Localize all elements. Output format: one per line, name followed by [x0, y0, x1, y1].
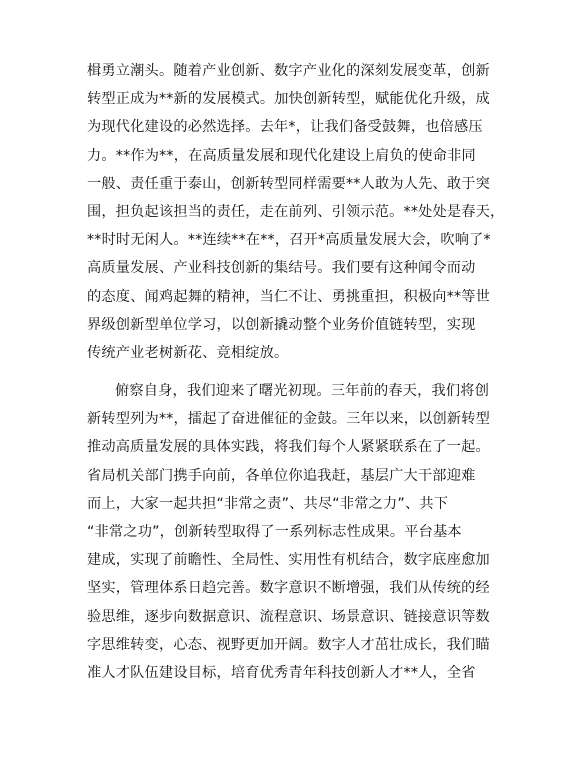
body-text: [87, 57, 507, 687]
paragraph-1: [87, 57, 507, 367]
text-line: **时时无闲人。**连续**在**，召开*高质量发展大会，吹响了*: [87, 232, 491, 249]
text-line: 一般、责任重于泰山，创新转型同样需要**人敢为人先、敢于突: [87, 175, 491, 192]
text-line: 字思维转变，心态、视野更加开阔。数字人才茁壮成长，我们瞄: [87, 636, 490, 653]
text-line: 楫勇立潮头。随着产业创新、数字产业化的深刻发展变革，创新: [87, 63, 490, 79]
text-line: 建成，实现了前瞻性、全局性、实用性有机结合，数字底座愈加: [87, 552, 490, 569]
text-line: 高质量发展、产业科技创新的集结号。我们要有这种闻令而动: [87, 260, 476, 277]
text-line: 新转型列为**，擂起了奋进催征的金鼓。三年以来，以创新转型: [87, 411, 491, 428]
text-line: 转型正成为**新的发展模式。加快创新转型，赋能优化升级，成: [87, 91, 491, 108]
text-line: 界级创新型单位学习，以创新撬动整个业务价值链转型，实现: [87, 316, 476, 333]
text-line: 力。**作为**，在高质量发展和现代化建设上肩负的使命非同: [87, 147, 476, 164]
text-line: 而上，大家一起共担“非常之责”、共尽“非常之力”、共下: [87, 495, 449, 512]
text-line: “非常之功”，创新转型取得了一系列标志性成果。平台基本: [87, 524, 462, 540]
text-line: 的态度、闻鸡起舞的精神，当仁不让、勇挑重担，积极向**等世: [87, 288, 491, 305]
text-line: 推动高质量发展的具体实践，将我们每个人紧紧联系在了一起。: [87, 439, 490, 456]
text-line: 为现代化建设的必然选择。去年*，让我们备受鼓舞，也倍感压: [87, 119, 483, 136]
text-line: 坚实，管理体系日趋完善。数字意识不断增强，我们从传统的经: [87, 580, 490, 597]
text-line: 准人才队伍建设目标，培育优秀青年科技创新人才**人，全省: [87, 664, 476, 681]
paragraph-2: [87, 377, 507, 687]
text-line: 围，担负起该担当的责任，走在前列、引领示范。**处处是春天，: [87, 203, 505, 220]
text-line: 传统产业老树新花、竞相绽放。: [87, 344, 289, 361]
text-line: 省局机关部门携手向前，各单位你追我赶，基层广大干部迎难: [87, 467, 476, 484]
text-line: 俯察自身，我们迎来了曙光初现。三年前的春天，我们将创: [115, 383, 490, 400]
text-line: 验思维，逐步向数据意识、流程意识、场景意识、链接意识等数: [87, 608, 490, 625]
